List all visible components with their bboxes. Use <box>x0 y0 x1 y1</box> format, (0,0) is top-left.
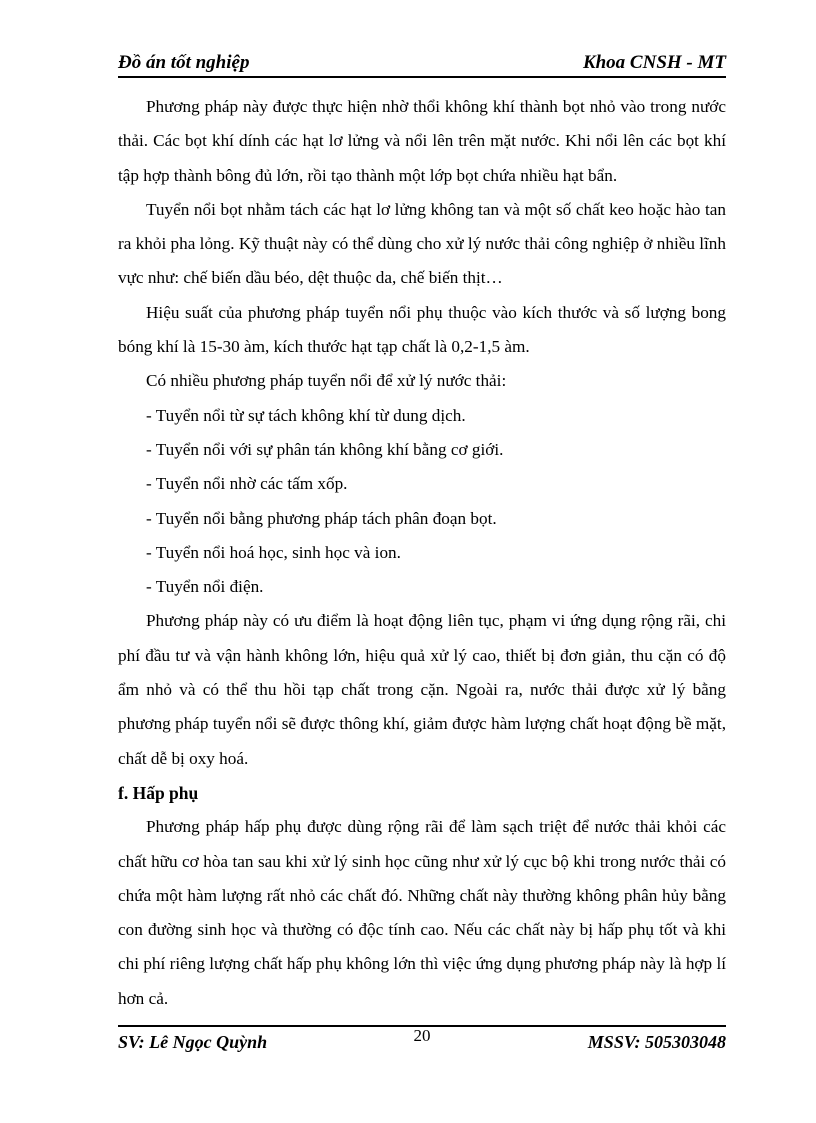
list-item: - Tuyển nổi điện. <box>146 577 264 597</box>
paragraph-advantages: Phương pháp này có ưu điểm là hoạt động liên tục, phạm vi ứng dụng rộng rãi, chi phí đầu tư và vận hành không lớn, hiệu quả xử lý cao, thiết bị đơn giản, thu cặn có độ ẩm nhỏ và có thể thu hồi tạp chất trong cặn. Ngoài ra, nước thải được xử lý bằng phương pháp tuyển nổi sẽ được thông khí, giảm được hàm lượng chất hoạt động bề mặt, chất dễ bị oxy hoá. <box>118 611 726 768</box>
page-header <box>118 50 726 78</box>
section-heading: f. Hấp phụ <box>118 782 199 803</box>
header-faculty: Khoa CNSH - MT <box>582 52 726 73</box>
footer-student-name: SV: Lê Ngọc Quỳnh <box>118 1032 268 1052</box>
paragraph-efficiency: Hiệu suất của phương pháp tuyển nổi phụ thuộc vào kích thước và số lượng bong bóng khí là 15-30 àm, kích thước hạt tạp chất là 0,2-1,5 àm. <box>118 302 726 357</box>
list-item: - Tuyển nổi với sự phân tán không khí bằng cơ giới. <box>146 439 504 459</box>
document-body <box>118 90 726 1016</box>
paragraph-adsorption: Phương pháp hấp phụ được dùng rộng rãi để làm sạch triệt để nước thải khỏi các chất hữu cơ hòa tan sau khi xử lý sinh học cũng như xử lý cục bộ khi trong nước thải có chứa một hàm lượng rất nhỏ các chất đó. Những chất này thường không phân hủy bằng con đường sinh học và thường có độc tính cao. Nếu các chất này bị hấp phụ tốt và khi chi phí riêng lượng chất hấp phụ không lớn thì việc ứng dụng phương pháp này là hợp lí hơn cả. <box>118 817 726 1008</box>
list-item: - Tuyển nổi bằng phương pháp tách phân đoạn bọt. <box>146 508 497 528</box>
header-rule <box>118 76 726 78</box>
list-item: - Tuyển nổi nhờ các tấm xốp. <box>146 474 348 494</box>
list-item: - Tuyển nổi từ sự tách không khí từ dung dịch. <box>146 405 466 425</box>
paragraph-methods-intro: Có nhiều phương pháp tuyển nổi để xử lý nước thải: <box>146 371 507 391</box>
footer-student-id: MSSV: 505303048 <box>587 1032 726 1052</box>
header-document-title: Đồ án tốt nghiệp <box>118 52 250 73</box>
page-footer <box>118 1026 726 1058</box>
paragraph-foam-flotation: Tuyển nổi bọt nhằm tách các hạt lơ lửng không tan và một số chất keo hoặc hào tan ra khỏi pha lỏng. Kỹ thuật này có thể dùng cho xử lý nước thải công nghiệp ở nhiều lĩnh vực như: chế biến dầu béo, dệt thuộc da, chế biến thịt… <box>118 199 726 288</box>
page-number: 20 <box>413 1026 431 1045</box>
paragraph-bubble-flotation: Phương pháp này được thực hiện nhờ thổi không khí thành bọt nhỏ vào trong nước thải. Các bọt khí dính các hạt lơ lửng và nổi lên trên mặt nước. Khi nổi lên các bọt khí tập hợp thành bông đủ lớn, rồi tạo thành một lớp bọt chứa nhiều hạt bẩn. <box>118 97 726 185</box>
list-item: - Tuyển nổi hoá học, sinh học và ion. <box>146 542 401 562</box>
